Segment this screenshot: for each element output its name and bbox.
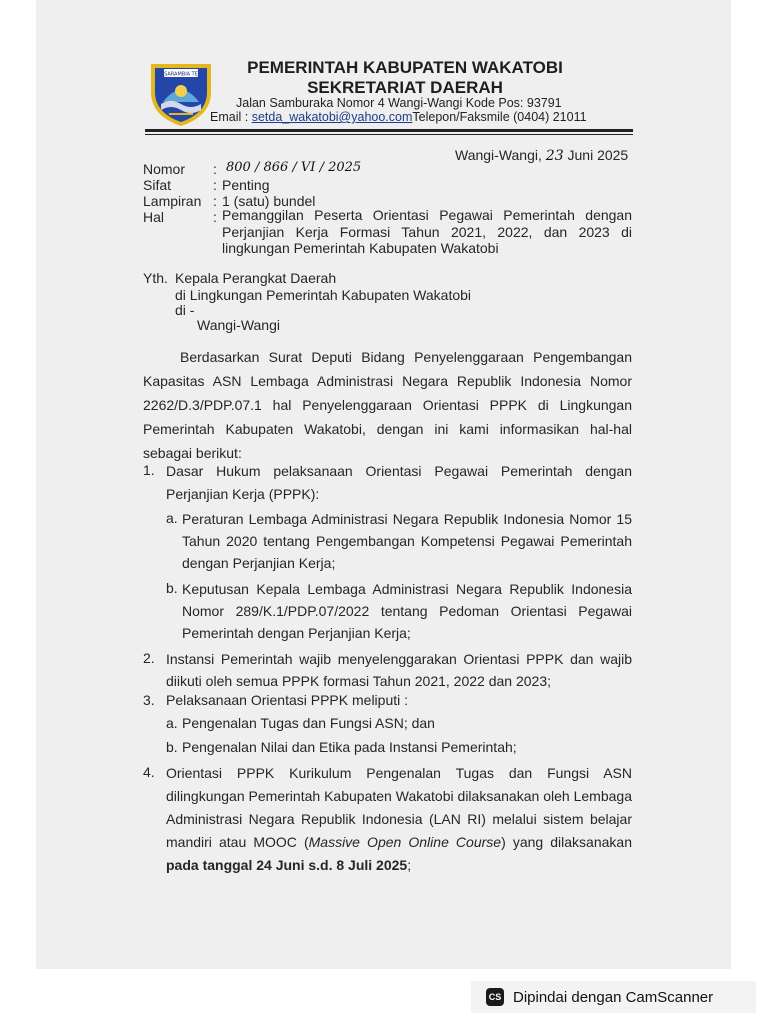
wakatobi-emblem-icon xyxy=(147,58,215,128)
meta-label-nomor: Nomor xyxy=(143,161,186,177)
meta-value-hal: Pemanggilan Peserta Orientasi Pegawai Pemerintah dengan Perjanjian Kerja Formasi Tahun 2021, 2022, dan 2023 di lingkungan Pemerintah Kabupaten Wakatobi xyxy=(222,207,632,256)
letterhead-contact xyxy=(210,110,587,124)
meta-value-lampiran: 1 (satu) bundel xyxy=(222,193,316,209)
phone-fax: Telepon/Faksmile (0404) 21011 xyxy=(412,110,587,124)
letterhead-government-title: PEMERINTAH KABUPATEN WAKATOBI xyxy=(247,58,563,77)
item-3-text: Pelaksanaan Orientasi PPPK meliputi : xyxy=(166,692,409,708)
item-4-text-mid: ) yang dilaksanakan xyxy=(501,834,632,850)
recipient-line1: Kepala Perangkat Daerah xyxy=(175,270,337,286)
letterhead-address: Jalan Samburaka Nomor 4 Wangi-Wangi Kode Pos: 93791 xyxy=(236,96,562,110)
camscanner-watermark xyxy=(471,981,756,1013)
camscanner-label: Dipindai dengan CamScanner xyxy=(513,988,714,1006)
meta-colon: : xyxy=(213,177,217,193)
letterhead-rule-thick xyxy=(145,129,633,132)
meta-label-lampiran: Lampiran xyxy=(143,193,202,209)
meta-value-nomor-handwritten: 800 / 866 / VI / 2025 xyxy=(226,160,362,175)
date-place: Wangi-Wangi, xyxy=(455,147,542,163)
meta-label-sifat: Sifat xyxy=(143,177,172,193)
item-4-text xyxy=(166,762,632,877)
meta-colon: : xyxy=(213,209,217,225)
emblem-motto: SARAMBIA TE xyxy=(164,71,198,78)
item-4-mooc-expansion: Massive Open Online Course xyxy=(308,834,502,850)
item-3a-text: Pengenalan Tugas dan Fungsi ASN; dan xyxy=(182,715,435,731)
sub-item-letter: b. xyxy=(166,739,178,755)
item-number: 3. xyxy=(143,692,155,708)
meta-value-sifat: Penting xyxy=(222,177,270,193)
recipient-city: Wangi-Wangi xyxy=(197,317,280,333)
item-number: 2. xyxy=(143,650,155,666)
email-link[interactable]: setda_wakatobi@yahoo.com xyxy=(251,110,413,124)
letterhead-secretariat-title: SEKRETARIAT DAERAH xyxy=(307,78,503,97)
email-label: Email : xyxy=(210,110,252,124)
item-1-text: Dasar Hukum pelaksanaan Orientasi Pegawai Pemerintah dengan Perjanjian Kerja (PPPK): xyxy=(166,463,632,502)
sub-item-letter: a. xyxy=(166,510,178,526)
item-number: 4. xyxy=(143,764,155,780)
letterhead-rule-thin xyxy=(145,134,633,135)
intro-paragraph: Berdasarkan Surat Deputi Bidang Penyelenggaraan Pengembangan Kapasitas ASN Lembaga Administrasi Negara Republik Indonesia Nomor 2262/D.3/PDP.07.1 hal Penyelenggaraan Orientasi PPPK di Lingkungan Pemerintah Kabupaten Wakatobi, dengan ini kami informasikan hal-hal sebagai berikut: xyxy=(143,349,632,461)
letter-date xyxy=(455,145,628,167)
item-4-text-start: Orientasi PPPK Kurikulum Pengenalan Tugas dan Fungsi ASN dilingkungan Pemerintah Kabupaten Wakatobi dilaksanakan oleh Lembaga Administrasi Negara Republik Indonesia (LAN RI) melalui sistem belajar mandiri atau MOOC ( xyxy=(166,765,632,850)
item-4-schedule: pada tanggal 24 Juni s.d. 8 Juli 2025 xyxy=(166,857,408,873)
sub-item-letter: a. xyxy=(166,715,178,731)
item-number: 1. xyxy=(143,462,155,478)
sub-item-letter: b. xyxy=(166,580,178,596)
meta-label-hal: Hal xyxy=(143,209,165,225)
recipient-yth: Yth. xyxy=(143,270,168,286)
meta-colon: : xyxy=(213,161,217,177)
item-1a-text: Peraturan Lembaga Administrasi Negara Republik Indonesia Nomor 15 Tahun 2020 tentang Pengembangan Kompetensi Pegawai Pemerintah dengan Perjanjian Kerja; xyxy=(182,511,632,571)
date-month-year: Juni 2025 xyxy=(567,147,629,163)
item-2-text: Instansi Pemerintah wajib menyelenggarakan Orientasi PPPK dan wajib diikuti oleh semua PPPK formasi Tahun 2021, 2022 dan 2023; xyxy=(166,651,632,689)
item-1b-text: Keputusan Kepala Lembaga Administrasi Negara Republik Indonesia Nomor 289/K.1/PDP.07/2022 tentang Pedoman Orientasi Pegawai Pemerintah dengan Perjanjian Kerja; xyxy=(182,581,632,641)
item-4-text-end: ; xyxy=(407,857,412,873)
camscanner-logo-icon: CS xyxy=(486,988,504,1006)
meta-colon: : xyxy=(213,193,217,209)
recipient-line2: di Lingkungan Pemerintah Kabupaten Wakatobi xyxy=(175,287,472,303)
item-3b-text: Pengenalan Nilai dan Etika pada Instansi Pemerintah; xyxy=(182,739,517,755)
date-day-handwritten: 23 xyxy=(545,148,564,164)
recipient-line3: di - xyxy=(175,302,195,318)
